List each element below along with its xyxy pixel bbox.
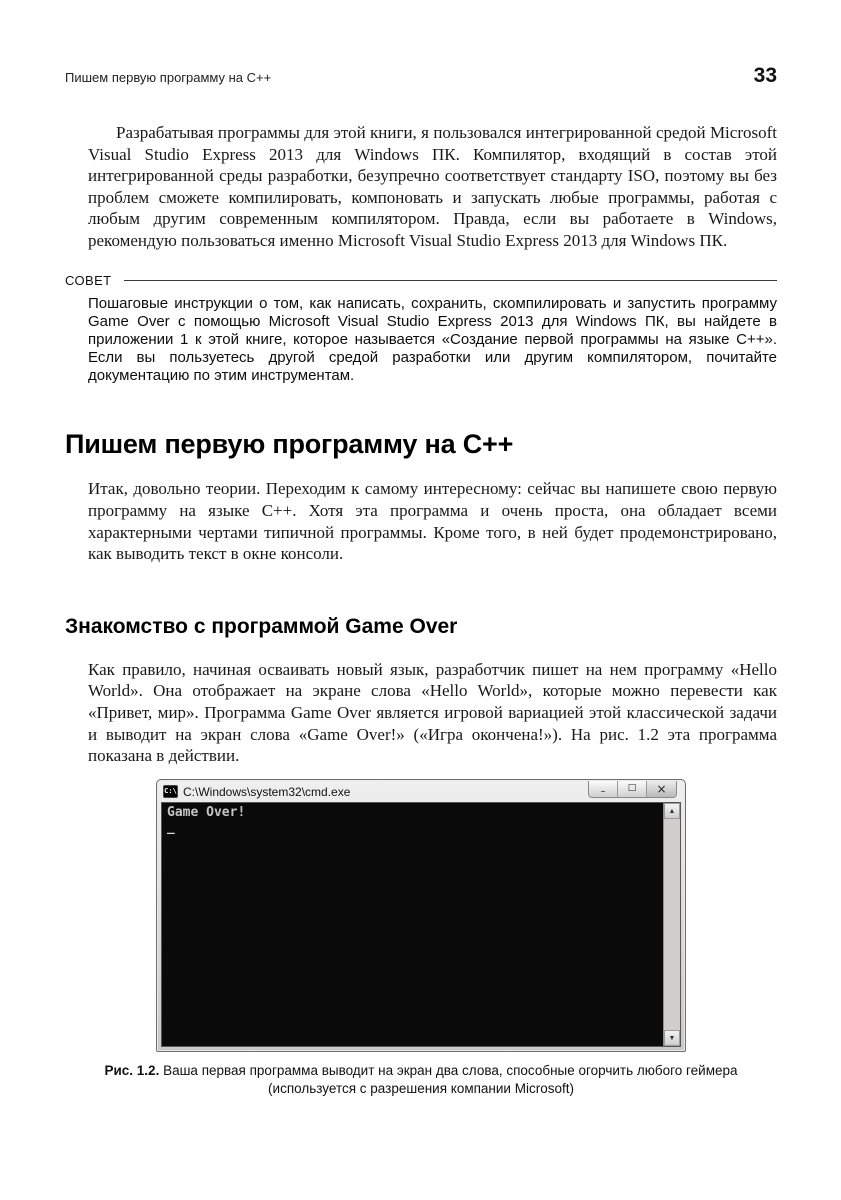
- scroll-down-icon: ▼: [664, 1030, 680, 1046]
- page-content: [65, 122, 777, 1098]
- page-header: [65, 64, 777, 88]
- tip-text: Пошаговые инструкции о том, как написать, сохранить, скомпилировать и запустить программу Game Over с помощью Microsoft Visual Studio Express 2013 для Windows ПК, вы найдете в приложении 1 к этой книге, которое называется «Создание первой программы на языке C++». Если вы пользуетесь другой средой разработки или другим компилятором, почитайте документацию по этим инструментам.: [88, 295, 777, 385]
- page-number: 33: [753, 64, 777, 87]
- cmd-icon: C:\: [163, 785, 178, 798]
- figure-caption-label: Рис. 1.2.: [104, 1062, 160, 1078]
- window-controls: [588, 781, 677, 798]
- tip-rule: [124, 280, 778, 281]
- subsection-title: Знакомство с программой Game Over: [65, 614, 458, 638]
- maximize-button-icon: [618, 781, 647, 797]
- running-head: Пишем первую программу на C++: [65, 70, 272, 85]
- minimize-button-icon: [589, 781, 618, 797]
- console-output-line: Game Over!: [167, 804, 246, 820]
- console-window-title: C:\Windows\system32\cmd.exe: [183, 784, 351, 799]
- console-window-screenshot: [156, 779, 686, 1052]
- figure-1-2: [65, 779, 777, 1098]
- console-cursor: _: [167, 819, 175, 835]
- minimize-glyph: –: [600, 785, 606, 797]
- console-scrollbar: [663, 803, 680, 1046]
- scroll-up-icon: ▲: [664, 803, 680, 819]
- maximize-glyph: □: [627, 783, 637, 794]
- subsection-paragraph: Как правило, начиная осваивать новый язык, разработчик пишет на нем программу «Hello World». Она отображает на экране слова «Hello World», которые можно перевести как «Привет, мир». Программа Game Over является игровой вариацией этой классической задачи и выводит на экран слова «Game Over!» («Игра окончена!»). На рис. 1.2 эта программа показана в действии.: [88, 659, 777, 766]
- intro-paragraph: Разрабатывая программы для этой книги, я пользовался интегрированной средой Microsoft Visual Studio Express 2013 для Windows ПК. Компилятор, входящий в состав этой интегрированной среды разработки, безупречно соответствует стандарту ISO, поэтому вы без проблем сможете компилировать, компоновать и запускать любые программы, работая с любым другим современным компилятором. Правда, если вы работаете в Windows, рекомендую пользоваться именно Microsoft Visual Studio Express 2013 для Windows ПК.: [88, 123, 777, 250]
- tip-label: СОВЕТ: [65, 273, 112, 289]
- console-text: [162, 803, 663, 1046]
- figure-caption-text: Ваша первая программа выводит на экран два слова, способные огорчить любого геймера (используется с разрешения компании Microsoft): [163, 1062, 738, 1096]
- close-button-icon: [647, 781, 676, 797]
- figure-caption: [101, 1062, 741, 1098]
- tip-box: [65, 273, 777, 385]
- console-output-area: [161, 802, 681, 1047]
- close-glyph: ×: [656, 781, 667, 796]
- tip-header: [65, 273, 777, 288]
- section-title: Пишем первую программу на C++: [65, 429, 514, 460]
- section-paragraph: Итак, довольно теории. Переходим к самому интересному: сейчас вы напишете свою первую программу на языке C++. Хотя эта программа и очень проста, она обладает всеми характерными чертами типичной программы. Кроме того, в ней будет продемонстрировано, как выводить текст в окне консоли.: [88, 479, 777, 564]
